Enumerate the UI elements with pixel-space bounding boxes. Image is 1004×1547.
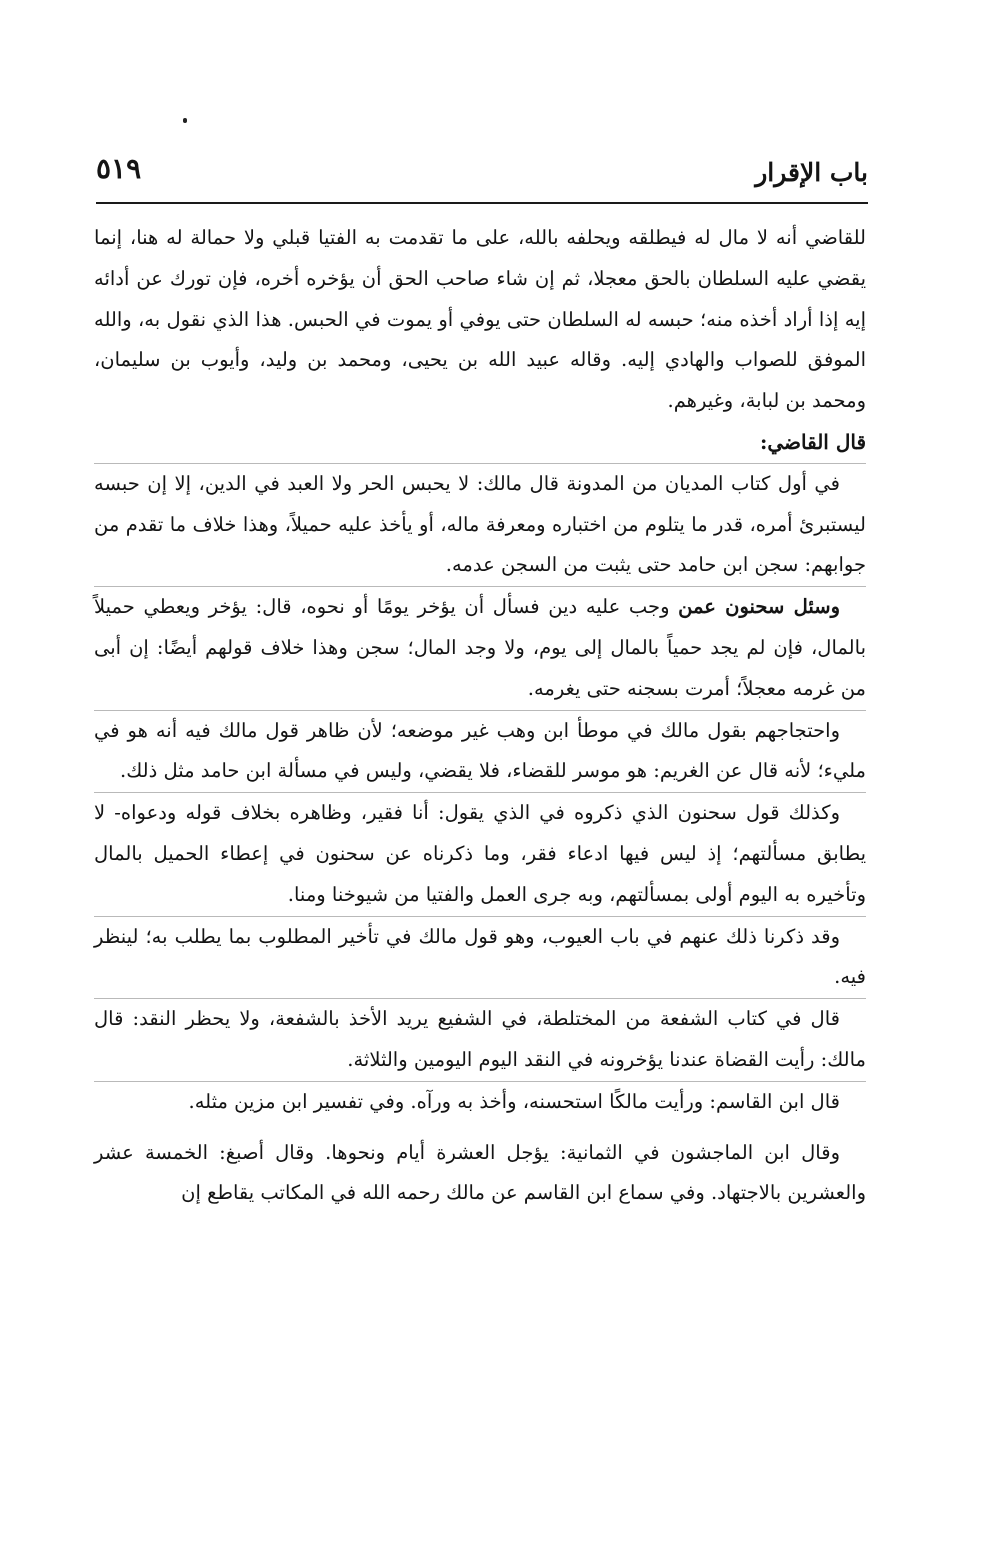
header-rule — [96, 202, 868, 204]
chapter-title: باب الإقرار — [755, 158, 868, 187]
paragraph-2: في أول كتاب المديان من المدونة قال مالك: لا يحبس الحر ولا العبد في الدين، إلا إن حبسه ليستبرئ أمره، قدر ما يتلوم من اختباره ومعرفة ماله، أو يأخذ عليه حميلاً، وهذا خلاف ما تقدم من جوابهم: سجن ابن حامد حتى يثبت من السجن عدمه. — [94, 471, 866, 577]
paragraph-5: وكذلك قول سحنون الذي ذكروه في الذي يقول: أنا فقير، وظاهره بخلاف قوله ودعواه- لا يطابق مسألتهم؛ إذ ليس فيها ادعاء فقر، وما ذكرناه عن سحنون في إعطاء الحميل بالمال وتأخيره به اليوم أولى بمسألتهم، وبه جرى العمل والفتيا من شيوخنا ومنا. — [94, 801, 866, 906]
body-text — [94, 218, 866, 1214]
paragraph-3-text: وجب عليه دين فسأل أن يؤخر يومًا أو نحوه، قال: يؤخر ويعطي حميلاً بالمال، فإن لم يجد حمياً بالمال إلى يوم، ولا وجد المال؛ سجن وهذا خلاف قولهم أيضًا: إن أبى من غرمه معجلاً؛ أمرت بسجنه حتى يغرمه. — [94, 595, 866, 700]
section-heading: قال القاضي: — [759, 429, 866, 454]
running-header — [96, 152, 868, 198]
paragraph-8: قال ابن القاسم: ورأيت مالكًا استحسنه، وأخذ به ورآه. وفي تفسير ابن مزين مثله. — [188, 1089, 840, 1113]
paragraph-3-lead: وسئل سحنون عمن — [678, 595, 840, 619]
paragraph-4: واحتجاجهم بقول مالك في موطأ ابن وهب غير موضعه؛ لأن ظاهر قول مالك فيه أنه هو في مليء؛ لأنه قال عن الغريم: هو موسر للقضاء، فلا يقضي، وليس في مسألة ابن حامد مثل ذلك. — [94, 718, 866, 783]
paragraph-6: وقد ذكرنا ذلك عنهم في باب العيوب، وهو قول مالك في تأخير المطلوب بما يطلب به؛ لينظر فيه. — [94, 924, 866, 989]
paragraph-3 — [94, 587, 866, 709]
page-number: ٥١٩ — [96, 152, 142, 185]
paragraph-9: وقال ابن الماجشون في الثمانية: يؤجل العشرة أيام ونحوها. وقال أصبغ: الخمسة عشر والعشرين بالاجتهاد. وفي سماع ابن القاسم عن مالك رحمه الله في المكاتب يقاطع إن — [94, 1140, 866, 1205]
paragraph-1: للقاضي أنه لا مال له فيطلقه ويحلفه بالله، على ما تقدمت به الفتيا قبلي ولا حمالة له هنا، إنما يقضي عليه السلطان بالحق معجلا، ثم إن شاء صاحب الحق أن يؤخره أخره، فإن تورك عن أدائه إيه إذا أراد أخذه منه؛ حبسه له السلطان حتى يوفي أو يموت في الحبس. هذا الذي نقول به، والله الموفق للصواب والهادي إليه. وقاله عبيد الله بن يحيى، ومحمد بن وليد، وأيوب بن سليمان، ومحمد بن لبابة، وغيرهم. — [94, 226, 866, 413]
paragraph-7: قال في كتاب الشفعة من المختلطة، في الشفيع يريد الأخذ بالشفعة، ولا يحظر النقد: قال مالك: رأيت القضاة عندنا يؤخرونه في النقد اليوم اليومين والثلاثة. — [94, 1007, 866, 1071]
paragraph-gap — [94, 1123, 866, 1133]
ink-speck — [183, 118, 187, 123]
